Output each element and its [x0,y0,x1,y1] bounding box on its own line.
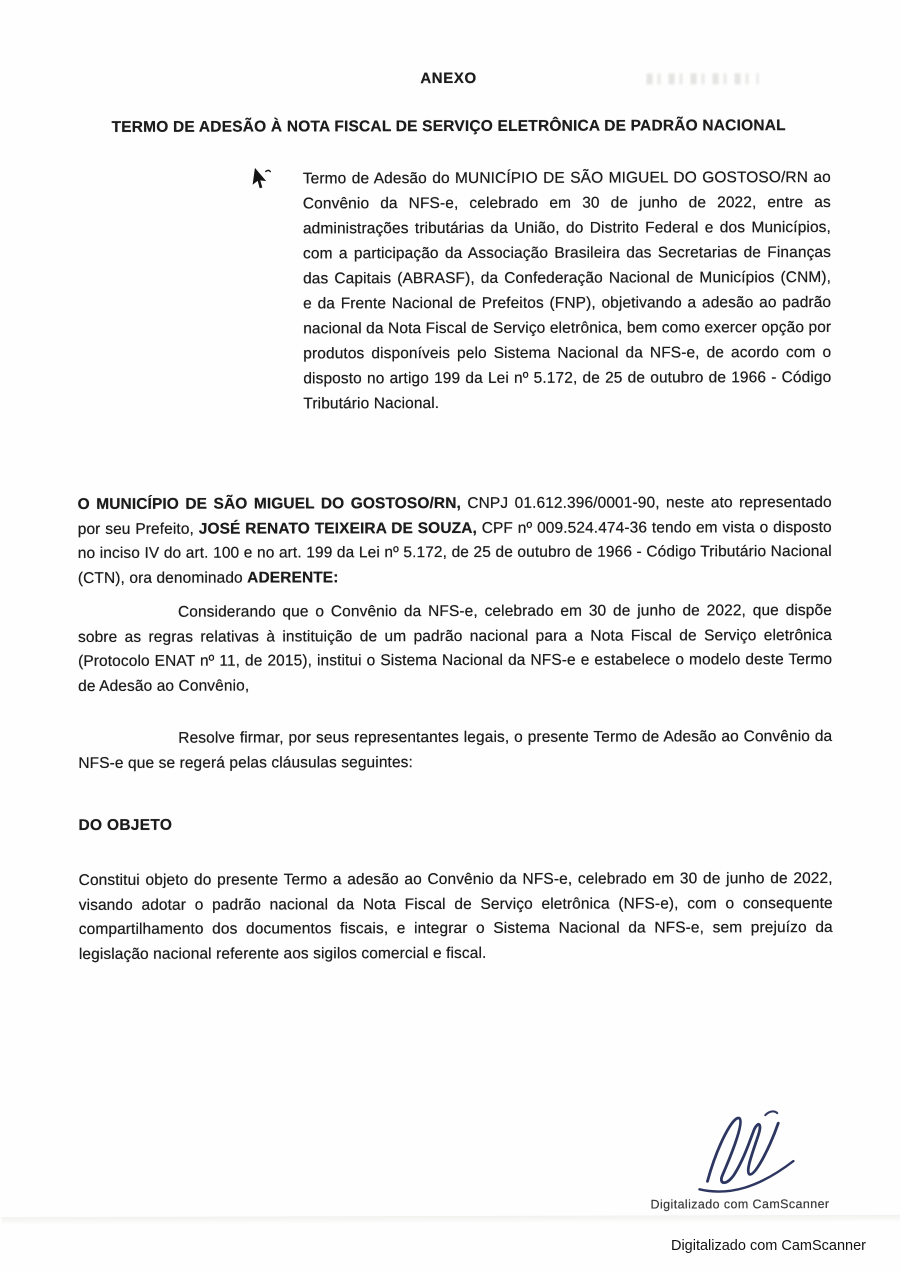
faint-stamp-mark [647,73,759,84]
cpf-text: CPF nº 009.524.474-36 tendo em vista o disposto no inciso IV do art. 100 e no art. 199 da Lei nº 5.172, de 25 de outubro de 1966 - Código Tributário Nacional (CTN), ora denominado [77,518,832,587]
mayor-name: JOSÉ RENATO TEIXEIRA DE SOUZA, [198,519,477,538]
cnpj-text: CNPJ 01.612.396/0001-90, neste ato representado por seu Prefeito, [77,494,832,538]
preamble-paragraph: Termo de Adesão do MUNICÍPIO DE SÃO MIGUEL DO GOSTOSO/RN ao Convênio da NFS-e, celebrado em 30 de junho de 2022, entre as administrações tributárias da União, do Distrito Federal e dos Municípios, com a participação da Associação Brasileira das Secretarias de Finanças das Capitais (ABRASF), da Confederação Nacional de Municípios (CNM), e da Frente Nacional de Prefeitos (FNP), objetivando a adesão ao padrão nacional da Nota Fiscal de Serviço eletrônica, bem como exercer opção por produtos disponíveis pelo Sistema Nacional da NFS-e, de acordo com o disposto no artigo 199 da Lei nº 5.172, de 25 de outubro de 1966 - Código Tributário Nacional. [302,169,832,413]
scan-page-edge [2,1215,900,1225]
camscanner-watermark: Digitalizado com CamScanner [650,1197,830,1212]
resolve-paragraph: Resolve firmar, por seus representantes legais, o presente Termo de Adesão ao Convênio da NFS-e que se regerá pelas cláusulas seguintes: [78,727,833,772]
annex-heading: ANEXO [420,69,477,88]
document-title: TERMO DE ADESÃO À NOTA FISCAL DE SERVIÇO ELETRÔNICA DE PADRÃO NACIONAL [111,117,786,136]
camscanner-bottom-watermark: Digitalizado com CamScanner [670,1238,866,1254]
objeto-paragraph: Constitui objeto do presente Termo a adesão ao Convênio da NFS-e, celebrado em 30 de junho de 2022, visando adotar o padrão nacional da Nota Fiscal de Serviço eletrônica (NFS-e), com o consequente compartilhamento dos documentos fiscais, e integrar o Sistema Nacional da NFS-e, sem prejuízo da legislação nacional referente aos sigilos comercial e fiscal. [78,869,833,963]
aderente-label: ADERENTE: [247,568,339,587]
section-heading-do-objeto: DO OBJETO [78,816,173,834]
municipality-name: O MUNICÍPIO DE SÃO MIGUEL DO GOSTOSO/RN, [77,494,461,513]
party-paragraph [78,491,832,591]
mouse-pointer-icon [249,166,273,192]
considerando-paragraph: Considerando que o Convênio da NFS-e, celebrado em 30 de junho de 2022, que dispõe sobre as regras relativas à instituição de um padrão nacional para a Nota Fiscal de Serviço eletrônica (Protocolo ENAT nº 11, de 2015), institui o Sistema Nacional da NFS-e e estabelece o modelo deste Termo de Adesão ao Convênio, [77,602,833,695]
handwritten-signature [687,1101,807,1201]
